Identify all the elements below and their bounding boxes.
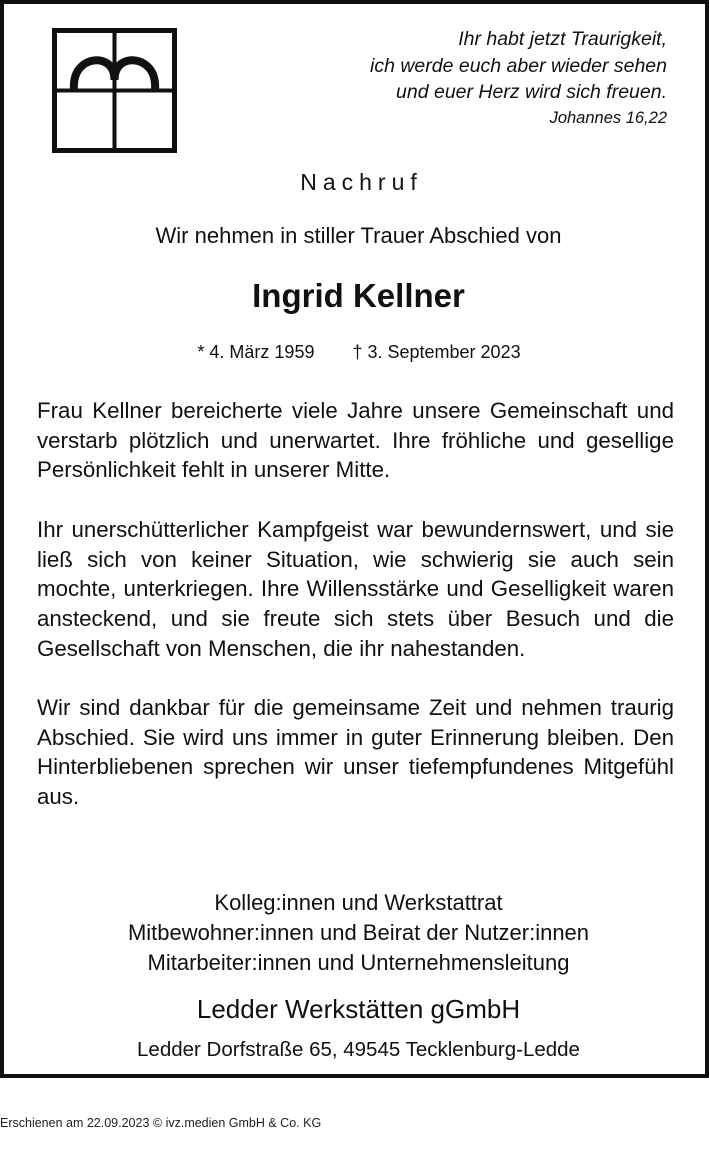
obituary-text [37,396,674,842]
birth-date: * 4. März 1959 [197,342,315,362]
verse-line: ich werde euch aber wieder sehen [369,54,667,77]
signer-line: Mitbewohner:innen und Beirat der Nutzer:innen [127,920,590,945]
deceased-name: Ingrid Kellner [252,277,465,314]
signer-line: Kolleg:innen und Werkstattrat [214,890,503,915]
organization-address: Ledder Dorfstraße 65, 49545 Tecklenburg-Ledde [137,1038,580,1061]
organization-name: Ledder Werkstätten gGmbH [196,994,521,1024]
signers-list [4,888,709,978]
obituary-heading: Nachruf [300,169,423,195]
verse-line: und euer Herz wird sich freuen. [396,81,667,103]
paragraph: Ihr unerschütterlicher Kampfgeist war bewundernswert, und sie ließ sich von keiner Situation, wie schwierig sie auch sein mochte, unterkriegen. Ihre Willensstärke und Geselligkeit waren ansteckend, und sie freute sich stets über Besuch und die Gesellschaft von Menschen, die ihr nahestanden. [37,516,674,661]
church-cross-logo-icon [52,28,177,153]
bible-verse [370,26,667,130]
verse-reference: Johannes 16,22 [549,108,667,127]
publication-footer: Erschienen am 22.09.2023 © ivz.medien GmbH & Co. KG [0,1116,322,1130]
verse-line: Ihr habt jetzt Traurigkeit, [458,28,667,50]
death-date: † 3. September 2023 [352,342,521,362]
intro-line: Wir nehmen in stiller Trauer Abschied von [155,223,562,248]
signer-line: Mitarbeiter:innen und Unternehmensleitung [147,950,570,975]
paragraph: Wir sind dankbar für die gemeinsame Zeit und nehmen traurig Abschied. Sie wird uns immer in guter Erinnerung bleiben. Den Hinterbliebenen sprechen wir unser tiefempfundenes Mitgefühl aus. [37,695,674,810]
life-dates [4,342,709,363]
paragraph: Frau Kellner bereicherte viele Jahre unsere Gemeinschaft und verstarb plötzlich und unerwartet. Ihre fröhliche und gesellige Persönlichkeit fehlt in unserer Mitte. [37,398,674,483]
